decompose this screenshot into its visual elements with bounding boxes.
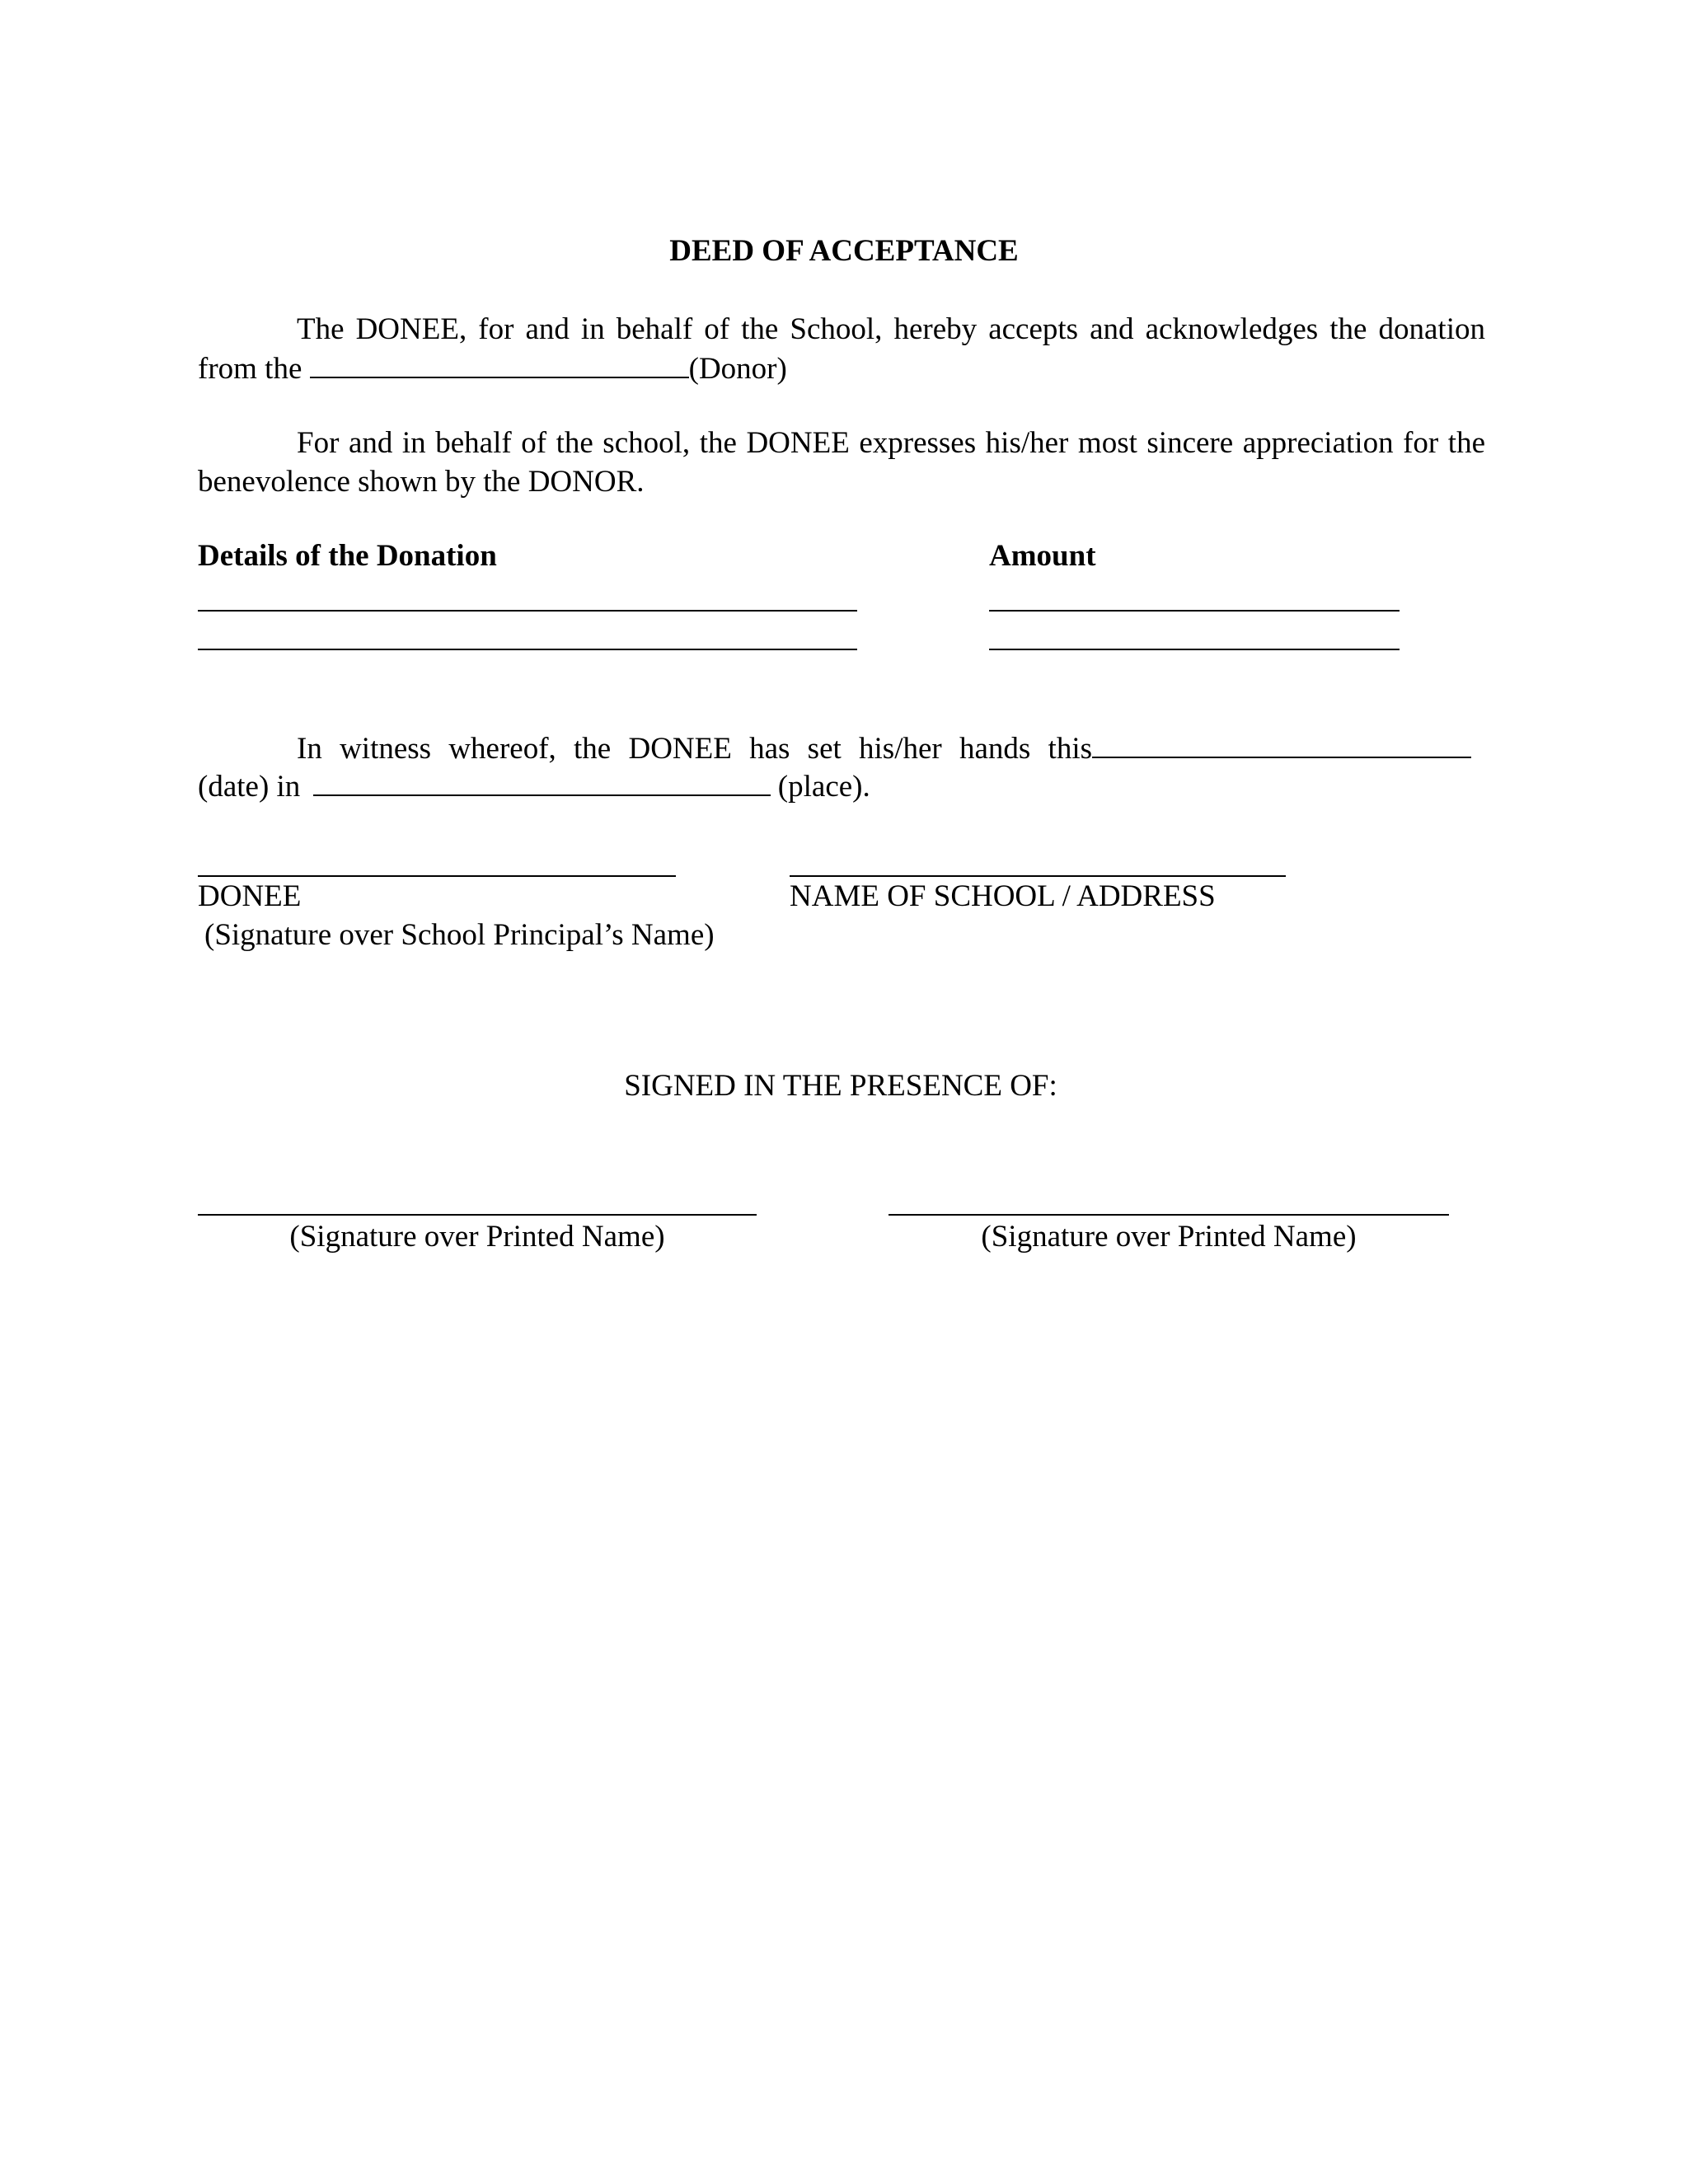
witness-date-blank[interactable]: [1092, 729, 1471, 758]
school-label: NAME OF SCHOOL / ADDRESS: [790, 879, 1216, 913]
donee-label: DONEE: [198, 879, 302, 913]
witness-line: [198, 729, 1484, 768]
acceptance-text: The DONEE, for and in behalf of the School, hereby accepts and acknowledges the donation from the: [198, 312, 1485, 386]
donee-signature-line[interactable]: [198, 875, 676, 877]
appreciation-paragraph: [198, 424, 1485, 501]
witness2-signature-line[interactable]: [889, 1214, 1449, 1216]
witness1-signature-line[interactable]: [198, 1214, 757, 1216]
details-line-2[interactable]: [198, 649, 857, 650]
appreciation-text: For and in behalf of the school, the DONEE expresses his/her most sincere appreciation for the benevolence shown by the DONOR.: [198, 426, 1485, 499]
date-label: (date) in: [198, 770, 301, 804]
donee-note: (Signature over School Principal’s Name): [204, 918, 715, 952]
amount-line-1[interactable]: [989, 610, 1400, 612]
details-header: Details of the Donation: [198, 539, 497, 573]
document-title: DEED OF ACCEPTANCE: [669, 234, 1019, 268]
witness-place-blank[interactable]: [313, 766, 771, 796]
witness1-caption: (Signature over Printed Name): [289, 1220, 665, 1254]
school-name-line[interactable]: [790, 875, 1286, 877]
place-label: (place).: [777, 770, 870, 804]
presence-heading: SIGNED IN THE PRESENCE OF:: [624, 1069, 1057, 1103]
witness-place-line: [198, 766, 870, 806]
donor-label: (Donor): [688, 352, 787, 386]
amount-line-2[interactable]: [989, 649, 1400, 650]
details-line-1[interactable]: [198, 610, 857, 612]
donor-name-blank[interactable]: [310, 349, 689, 378]
amount-header: Amount: [989, 539, 1096, 573]
witness-text: In witness whereof, the DONEE has set his/her hands this: [297, 732, 1092, 766]
acceptance-paragraph: [198, 310, 1485, 388]
witness2-caption: (Signature over Printed Name): [981, 1220, 1357, 1254]
